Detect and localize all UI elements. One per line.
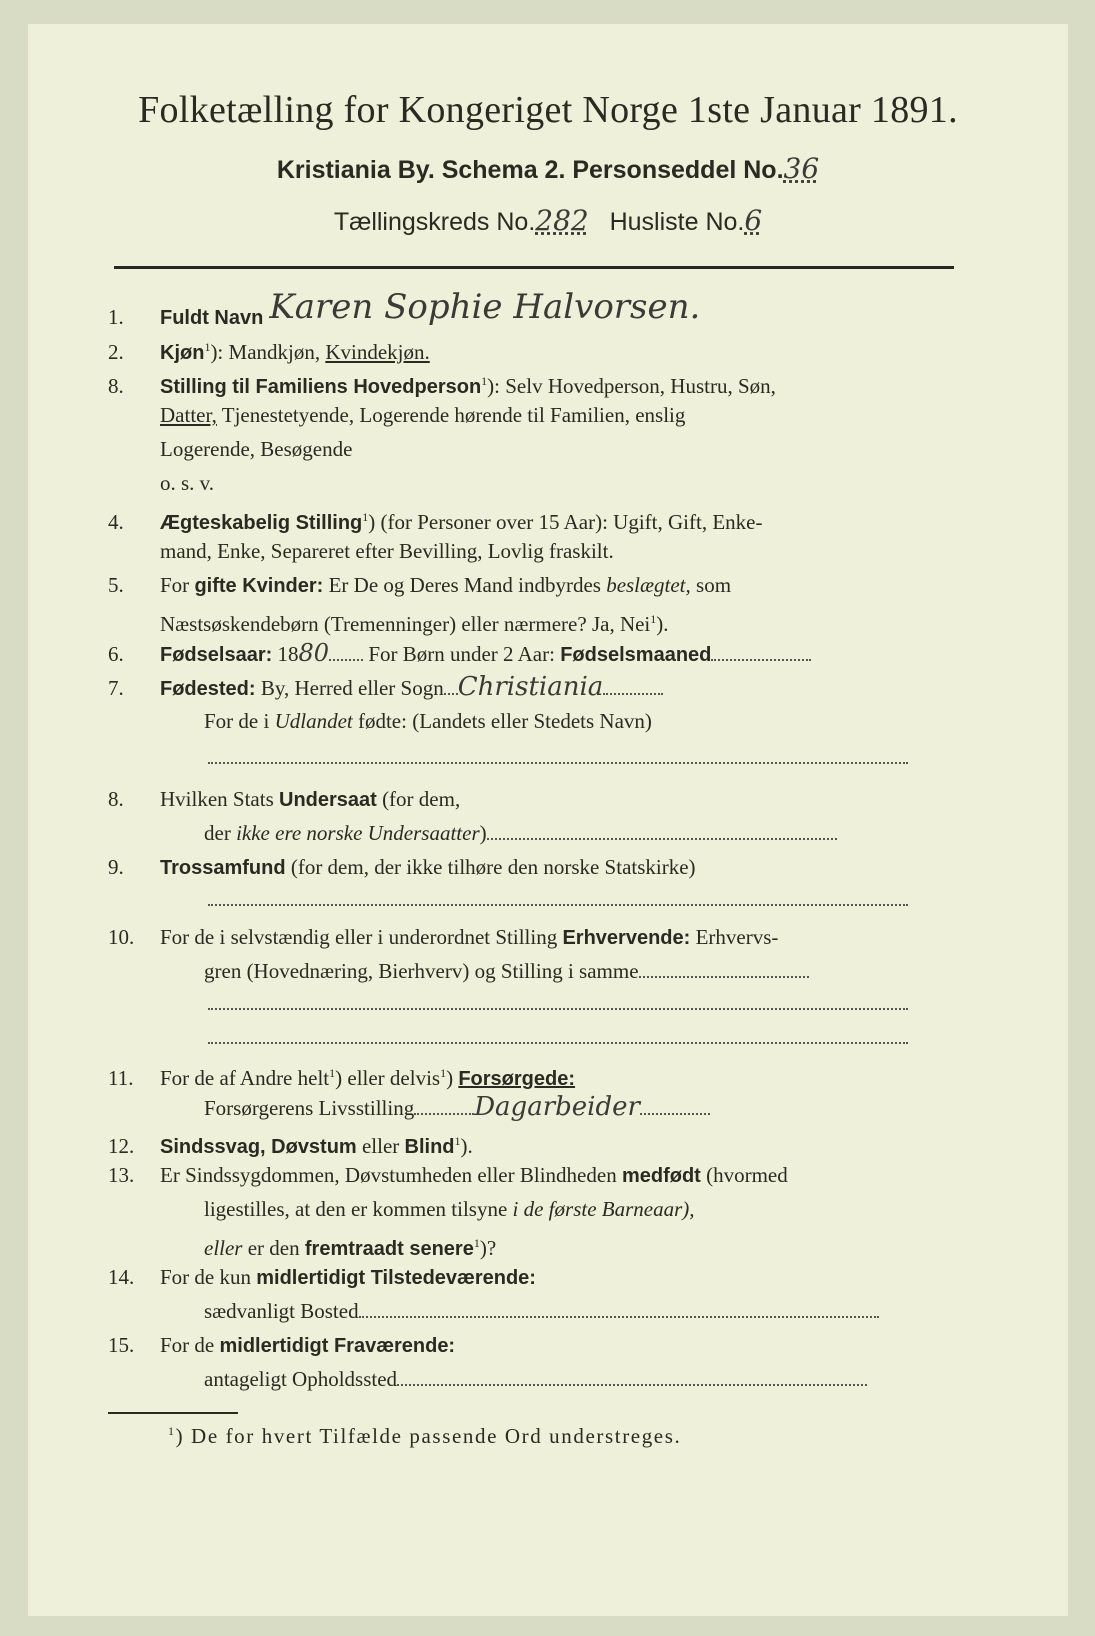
field-label-disability: Sindssvag, Døvstum <box>160 1136 357 1158</box>
family-position-options-2: Tjenestetyende, Logerende hørende til Familien, enslig <box>216 403 686 427</box>
q10-text: Erhvervs- <box>695 925 779 949</box>
schema-label: Kristiania By. Schema 2. Personseddel No. <box>276 156 784 184</box>
field-label-sex: Kjøn <box>160 342 205 364</box>
field-label-blind: Blind <box>404 1136 455 1158</box>
question-15 <box>108 1328 968 1363</box>
question-12: 12. Sindssvag, Døvstum eller Blind$^1$). <box>108 1124 968 1164</box>
question-number: 10. <box>108 925 135 949</box>
field-label-birthplace: Fødested: <box>160 678 256 700</box>
field-label-temporarily-present: midlertidigt Tilstedeværende: <box>256 1267 536 1289</box>
district-label: Tællingskreds No. <box>333 208 536 236</box>
question-7-line-2 <box>108 704 1064 738</box>
census-form-page <box>28 24 1068 1616</box>
question-5-line-2: Næstsøskendebørn (Tremenninger) eller nærmere? Ja, Nei$^1$). <box>160 612 669 636</box>
q5-end: som <box>696 573 732 597</box>
question-7 <box>108 670 968 706</box>
question-13-line-2 <box>108 1192 1064 1226</box>
footnote-mark: 1 <box>168 1424 176 1438</box>
question-11: 11. For de af Andre helt$^1$) eller delvis$^1$) Forsørgede: <box>108 1056 968 1096</box>
question-number: 8. <box>108 787 124 811</box>
field-label-birth-month: Fødselsmaaned <box>560 644 712 666</box>
question-number: 7. <box>108 676 124 700</box>
blank-line <box>208 762 908 764</box>
question-10 <box>108 920 968 955</box>
form-title: Folketælling for Kongeriget Norge 1ste Januar 1891. <box>138 89 958 131</box>
q8-line2-italic: ikke ere norske Undersaatter <box>236 821 480 845</box>
question-number: 1. <box>108 305 124 329</box>
header-divider <box>114 266 954 269</box>
sex-selected-female: Kvindekjøn. <box>325 340 430 364</box>
field-label-family-position: Stilling til Familiens Hovedperson <box>160 376 482 398</box>
q8-line2-prefix: der <box>204 821 231 845</box>
question-14 <box>108 1260 968 1295</box>
q7-line2-text: fødte: (Landets eller Stedets Navn) <box>357 709 652 733</box>
full-name-value: Karen Sophie Halvorsen. <box>269 287 701 327</box>
q10-prefix: For de i selvstændig eller i underordnet Stilling <box>160 925 558 949</box>
q7-line2-prefix: For de i <box>204 709 270 733</box>
birth-year-value: 80 <box>298 639 330 667</box>
q10-line2-text: gren (Hovednæring, Bierhverv) og Stilling i samme <box>204 959 639 983</box>
q8-text: (for dem, <box>382 787 461 811</box>
q5-italic: beslægtet, <box>606 573 691 597</box>
question-number: 14. <box>108 1265 135 1289</box>
question-3-line-2 <box>108 398 1020 432</box>
question-6 <box>108 636 968 672</box>
family-position-selected: Datter, <box>160 403 217 427</box>
q13-line2-italic: i de første Barneaar), <box>512 1197 695 1221</box>
question-10-line-2 <box>108 954 1064 988</box>
personseddel-number: 36 <box>783 152 820 185</box>
question-9 <box>108 850 968 885</box>
house-list-label: Husliste No. <box>609 208 745 236</box>
q15-line2-text: antageligt Opholdssted <box>204 1367 398 1391</box>
question-number: 15. <box>108 1333 135 1357</box>
question-8 <box>108 782 968 817</box>
footnote-divider <box>108 1412 238 1414</box>
q8-prefix: Hvilken Stats <box>160 787 274 811</box>
field-label-acquired-later: fremtraadt senere <box>304 1238 474 1260</box>
question-5 <box>108 568 968 603</box>
blank-line <box>208 1042 908 1044</box>
footnote-text: ) De for hvert Tilfælde passende Ord understreges. <box>175 1424 682 1448</box>
question-4: 4. Ægteskabelig Stilling$^1$) (for Personer over 15 Aar): Ugift, Gift, Enke- <box>108 500 968 540</box>
question-13-line-3: eller er den fremtraadt senere$^1$)? <box>204 1236 497 1260</box>
q14-line2-text: sædvanligt Bosted <box>204 1299 359 1323</box>
q13-line3-text: er den <box>247 1236 300 1260</box>
q14-prefix: For de kun <box>160 1265 251 1289</box>
question-number: 9. <box>108 855 124 879</box>
marital-status-options: ) (for Personer over 15 Aar): Ugift, Gift, Enke- <box>368 510 763 534</box>
question-3-line-3: Logerende, Besøgende <box>160 437 353 461</box>
question-number: 5. <box>108 573 124 597</box>
question-4-line-2: mand, Enke, Separeret efter Bevilling, Lovlig fraskilt. <box>160 539 614 563</box>
question-number: 2. <box>108 340 124 364</box>
q13-text: (hvormed <box>706 1163 788 1187</box>
field-label-birth-year: Fødselsaar: <box>160 644 273 666</box>
q5-text: Er De og Deres Mand indbyrdes <box>328 573 601 597</box>
q7-line2-italic: Udlandet <box>274 709 353 733</box>
q6-mid: For Børn under 2 Aar: <box>368 642 555 666</box>
q13-line2-text: ligestilles, at den er kommen tilsyne <box>204 1197 508 1221</box>
q11-line2-text: Forsørgerens Livsstilling <box>204 1096 415 1120</box>
field-label-marital-status: Ægteskabelig Stilling <box>160 512 363 534</box>
question-11-line-2 <box>108 1090 1064 1125</box>
question-3-line-4: o. s. v. <box>160 471 215 495</box>
q15-prefix: For de <box>160 1333 215 1357</box>
field-label-occupation: Erhvervende: <box>562 927 691 949</box>
question-15-line-2 <box>108 1362 1064 1396</box>
question-number: 6. <box>108 642 124 666</box>
q5-line-2-text: Næstsøskendebørn (Tremenninger) eller nærmere? Ja, Nei <box>160 612 651 636</box>
form-subtitle-schema <box>28 152 1068 185</box>
field-label-married-women: gifte Kvinder: <box>194 575 324 597</box>
question-number: 8. <box>108 374 124 398</box>
form-subtitle-district <box>28 204 1068 237</box>
q11-prefix: For de af Andre helt <box>160 1066 330 1090</box>
field-label-supported: Forsørgede: <box>458 1068 576 1090</box>
question-number: 12. <box>108 1134 135 1158</box>
field-label-religion: Trossamfund <box>160 857 286 879</box>
q12-mid: eller <box>361 1134 400 1158</box>
blank-line <box>208 1008 908 1010</box>
field-label-temporarily-absent: midlertidigt Fraværende: <box>219 1335 456 1357</box>
blank-line <box>208 904 908 906</box>
question-3: 8. Stilling til Familiens Hovedperson$^1$): Selv Hovedperson, Hustru, Søn, <box>108 364 968 404</box>
q9-text: (for dem, der ikke tilhøre den norske Statskirke) <box>290 855 696 879</box>
family-position-options: ): Selv Hovedperson, Hustru, Søn, <box>487 374 776 398</box>
birthplace-prompt: By, Herred eller Sogn <box>260 676 444 700</box>
sex-options: ): Mandkjøn, <box>210 340 321 364</box>
field-label-congenital: medfødt <box>621 1165 701 1187</box>
q5-prefix: For <box>160 573 190 597</box>
question-8-line-2: der ikke ere norske Undersaatter) <box>108 816 1064 850</box>
birth-year-century: 18 <box>277 642 299 666</box>
question-number: 4. <box>108 510 124 534</box>
q13-prefix: Er Sindssygdommen, Døvstumheden eller Blindheden <box>160 1163 617 1187</box>
q13-line3-italic: eller <box>204 1236 243 1260</box>
provider-occupation-value: Dagarbeider <box>474 1092 640 1122</box>
field-label-full-name: Fuldt Navn <box>160 307 264 329</box>
question-number: 13. <box>108 1163 135 1187</box>
question-2: 2. Kjøn$^1$): Mandkjøn, Kvindekjøn. <box>108 330 968 370</box>
birthplace-value: Christiania <box>457 672 604 702</box>
field-label-citizenship: Undersaat <box>279 789 377 811</box>
question-number: 11. <box>108 1066 134 1090</box>
q11-mid: ) eller delvis <box>335 1066 441 1090</box>
question-14-line-2 <box>108 1294 1064 1328</box>
district-number: 282 <box>535 204 589 237</box>
house-list-number: 6 <box>744 204 763 237</box>
footnote <box>168 1424 681 1449</box>
question-13 <box>108 1158 968 1193</box>
